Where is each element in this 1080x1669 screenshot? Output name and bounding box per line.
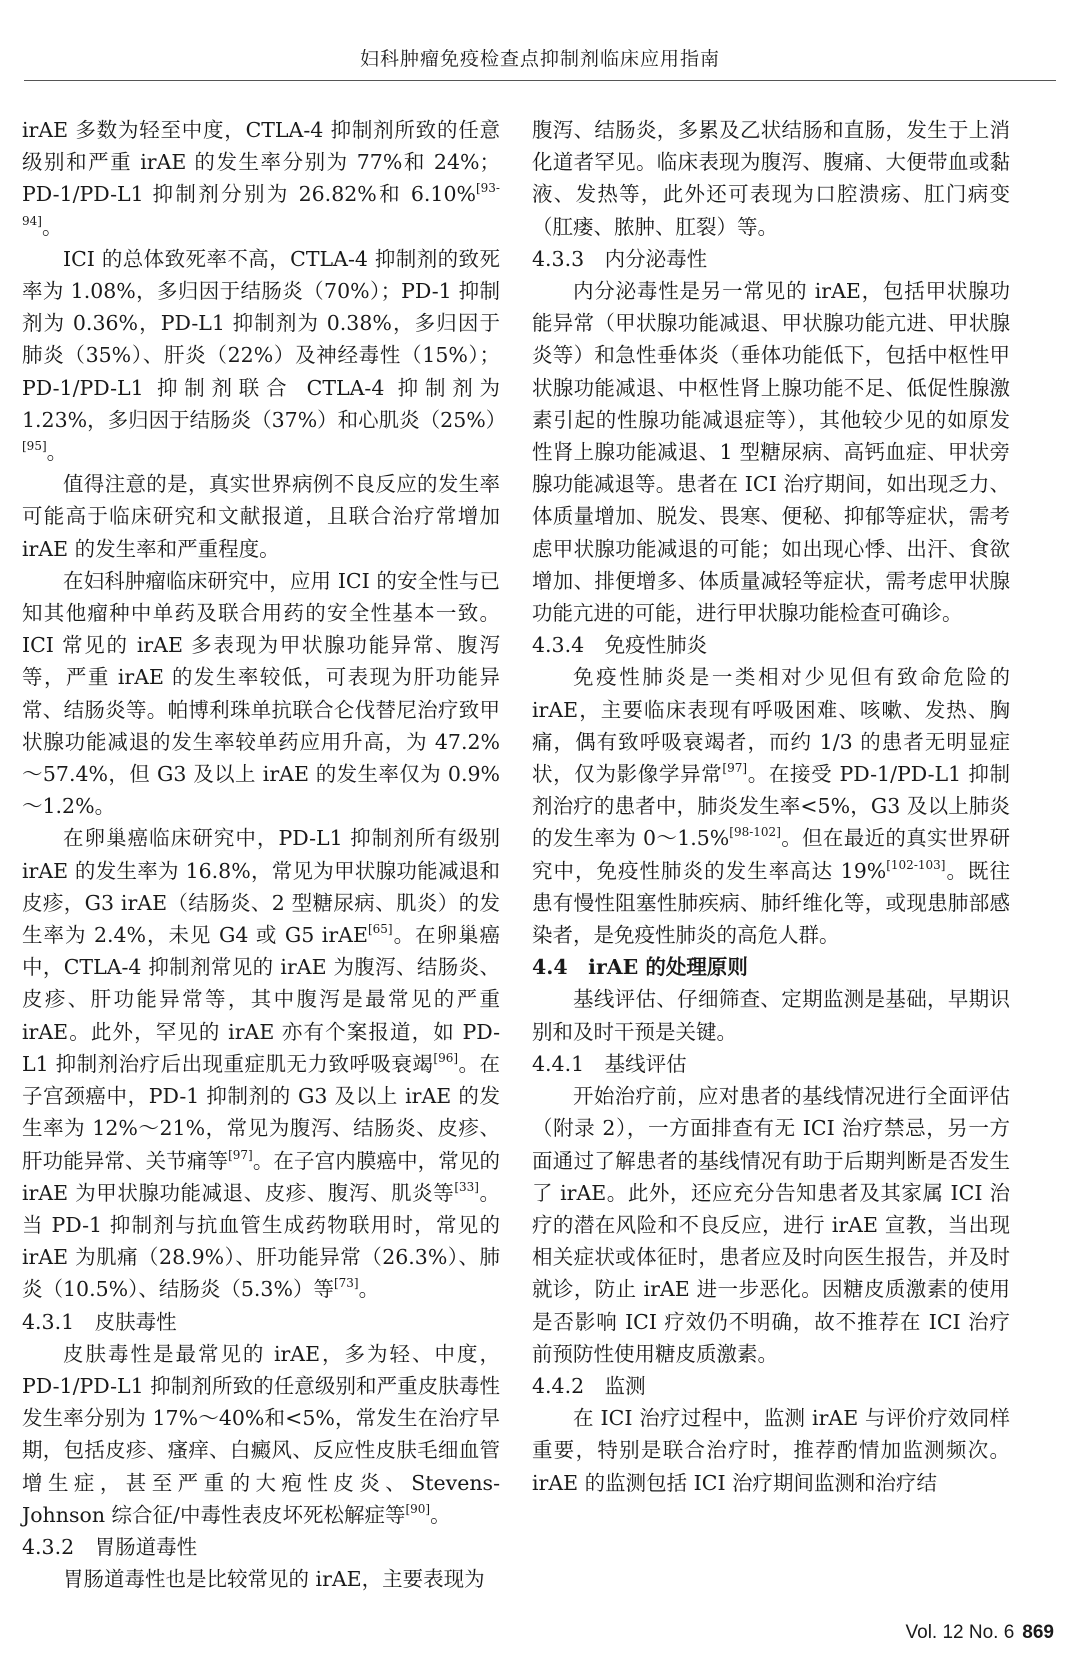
paragraph-text: 。在子宫颈癌中，PD-1 抑制剂的 G3 及以上 irAE 的发生率为 12%～21%，常见为腹泻、结肠炎、皮疹、肝功能异常、关节痛等 <box>22 1051 501 1173</box>
citation-ref: [98-102] <box>729 825 781 840</box>
section-heading: 4.4.1 基线评估 <box>532 1051 687 1076</box>
paragraph-text: 。在接受 PD-1/PD-L1 抑制剂治疗的患者中，肺炎发生率<5%，G3 及以上肺炎的发生率为 0～1.5% <box>532 762 1011 851</box>
paragraph-text: irAE 多数为轻至中度，CTLA-4 抑制剂所致的任意级别和严重 irAE 的发生率分别为 77%和 24%；PD-1/PD-L1 抑制剂分别为 26.82%和 6.10% <box>22 118 500 207</box>
footer <box>906 1622 1055 1644</box>
paragraph-text: 在卵巢癌临床研究中，PD-L1 抑制剂所有级别 irAE 的发生率为 16.8%，常见为甲状腺功能减退和皮疹，G3 irAE（结肠炎、2 型糖尿病、肌炎）的发生率为 2.4%，未见 G4 或 G5 irAE <box>22 826 500 948</box>
paragraph <box>22 243 507 468</box>
citation-ref: [73] <box>333 1276 359 1291</box>
citation-ref: [102-103] <box>886 857 946 872</box>
paragraph-text: 在 ICI 治疗过程中，监测 irAE 与评价疗效同样重要，特别是联合治疗时，推荐酌情加监测频次。irAE 的监测包括 ICI 治疗期间监测和治疗结 <box>532 1406 1010 1495</box>
paragraph-text: 皮肤毒性是最常见的 irAE，多为轻、中度，PD-1/PD-L1 抑制剂所致的任意级别和严重皮肤毒性发生率分别为 17%～40%和<5%，常发生在治疗早期，包括皮疹、瘙痒、白癜风、反应性皮肤毛细血管增生症，甚至严重的大疱性皮炎、Stevens-Johnson 综合征/中毒性表皮坏死松解症等 <box>22 1341 500 1527</box>
paragraph <box>22 468 500 565</box>
paragraph-text: 基线评估、仔细筛查、定期监测是基础，早期识别和及时干预是关键。 <box>532 987 1010 1044</box>
section-heading: 4.4.2 监测 <box>532 1373 646 1398</box>
paragraph-text: 胃肠道毒性也是比较常见的 irAE，主要表现为 <box>63 1567 485 1592</box>
paragraph-text: 。在子宫内膜癌中，常见的 irAE 为甲状腺功能减退、皮疹、腹泻、肌炎等 <box>22 1148 501 1205</box>
section-heading: 4.3.1 皮肤毒性 <box>22 1309 177 1334</box>
paragraph <box>22 1338 500 1531</box>
paragraph-text: 。但在最近的真实世界研究中，免疫性肺炎的发生率高达 19% <box>532 826 1011 883</box>
left-column <box>22 114 507 1595</box>
paragraph <box>532 983 1010 1047</box>
paragraph-text: 腹泻、结肠炎，多累及乙状结肠和直肠，发生于上消化道者罕见。临床表现为腹泻、腹痛、大便带血或黏液、发热等，此外还可表现为口腔溃疡、肛门病变（肛瘘、脓肿、肛裂）等。 <box>532 118 1010 239</box>
section-heading: 4.4 irAE 的处理原则 <box>532 955 748 980</box>
paragraph-text: 。既往患有慢性阻塞性肺疾病、肺纤维化等，或现患肺部感染者，是免疫性肺炎的高危人群。 <box>532 858 1010 948</box>
paragraph <box>532 114 1010 243</box>
citation-ref: [65] <box>367 922 393 937</box>
page-number: 869 <box>1022 1622 1054 1643</box>
volume-issue: Vol. 12 No. 6 <box>905 1622 1015 1643</box>
paragraph <box>532 1402 1010 1499</box>
right-column <box>532 114 1010 1499</box>
paragraph <box>22 565 500 823</box>
paragraph-text: 免疫性肺炎是一类相对少见但有致命危险的 irAE，主要临床表现有呼吸困难、咳嗽、发热、胸痛，偶有致呼吸衰竭者，而约 1/3 的患者无明显症状，仅为影像学异常 <box>532 665 1010 787</box>
paragraph-text: 。 <box>358 1277 380 1302</box>
section-heading: 4.3.4 免疫性肺炎 <box>532 633 708 658</box>
citation-ref: [33] <box>454 1179 479 1194</box>
paragraph-text: 内分泌毒性是另一常见的 irAE，包括甲状腺功能异常（甲状腺功能减退、甲状腺功能亢进、甲状腺炎等）和急性垂体炎（垂体功能低下，包括中枢性甲状腺功能减退、中枢性肾上腺功能不足、低促性腺激素引起的性腺功能减退症等），其他较少见的如原发性肾上腺功能减退、1 型糖尿病、高钙血症、甲状旁腺功能减退等。患者在 ICI 治疗期间，如出现乏力、体质量增加、脱发、畏寒、便秘、抑郁等症状，需考虑甲状腺功能减退的可能；如出现心悸、出汗、食欲增加、排便增多、体质量减轻等症状，需考虑甲状腺功能亢进的可能，进行甲状腺功能检查可确诊。 <box>532 279 1010 626</box>
citation-ref: [97] <box>722 761 748 776</box>
paragraph-text: 开始治疗前，应对患者的基线情况进行全面评估（附录 2），一方面排查有无 ICI 治疗禁忌，另一方面通过了解患者的基线情况有助于后期判断是否发生了 irAE。此外，还应充分告知患者及其家属 ICI 治疗的潜在风险和不良反应，进行 irAE 宣教，当出现相关症状或体征时，患者应及时向医生报告，并及时就诊，防止 irAE 进一步恶化。因糖皮质激素的使用是否影响 ICI 疗效仍不明确，故不推荐在 ICI 治疗前预防性使用糖皮质激素。 <box>532 1084 1010 1366</box>
paragraph-text: 。在卵巢癌中，CTLA-4 抑制剂常见的 irAE 为腹泻、结肠炎、皮疹、肝功能异常等，其中腹泻是最常见的严重 irAE。此外，罕见的 irAE 亦有个案报道，如 PD-L1 抑制剂治疗后出现重症肌无力致呼吸衰竭 <box>22 923 501 1076</box>
paragraph <box>22 114 500 243</box>
header-rule <box>24 80 1056 81</box>
paragraph-text: 。 <box>430 1502 451 1527</box>
citation-ref: [97] <box>228 1147 253 1162</box>
running-header: 妇科肿瘤免疫检查点抑制剂临床应用指南 <box>359 48 720 70</box>
citation-ref: [95] <box>22 439 47 454</box>
paragraph <box>22 822 500 1305</box>
paragraph-text: 。 <box>41 214 63 239</box>
citation-ref: [90] <box>405 1501 431 1516</box>
paragraph <box>532 275 1010 629</box>
paragraph-text: 在妇科肿瘤临床研究中，应用 ICI 的安全性与已知其他瘤种中单药及联合用药的安全性基本一致。ICI 常见的 irAE 多表现为甲状腺功能异常、腹泻等，严重 irAE 的发生率较低，可表现为肝功能异常、结肠炎等。帕博利珠单抗联合仑伐替尼治疗致甲状腺功能减退的发生率较单药应用升高，为 47.2%～57.4%，但 G3 及以上 irAE 的发生率仅为 0.9%～1.2%。 <box>22 568 500 819</box>
paragraph-text: 。当 PD-1 抑制剂与抗血管生成药物联用时，常见的 irAE 为肌痛（28.9%）、肝功能异常（26.3%）、肺炎（10.5%）、结肠炎（5.3%）等 <box>22 1180 501 1302</box>
paragraph-text: ICI 的总体致死率不高，CTLA-4 抑制剂的致死率为 1.08%，多归因于结肠炎（70%）；PD-1 抑制剂为 0.36%，PD-L1 抑制剂为 0.38%，多归因于肺炎（35%）、肝炎（22%）及神经毒性（15%）；PD-1/PD-L1 抑制剂联合 CTLA-4 抑制剂为 1.23%，多归因于结肠炎（37%）和心肌炎（25%） <box>22 246 507 432</box>
citation-ref: [93-94] <box>22 181 500 228</box>
section-heading: 4.3.3 内分泌毒性 <box>532 246 708 271</box>
paragraph <box>532 661 1010 951</box>
citation-ref: [96] <box>433 1050 459 1065</box>
section-heading: 4.3.2 胃肠道毒性 <box>22 1534 198 1559</box>
paragraph <box>532 1080 1010 1370</box>
paragraph-text: 。 <box>46 440 68 465</box>
paragraph <box>22 1563 500 1595</box>
paragraph-text: 值得注意的是，真实世界病例不良反应的发生率可能高于临床研究和文献报道，且联合治疗常增加 irAE 的发生率和严重程度。 <box>22 472 500 561</box>
